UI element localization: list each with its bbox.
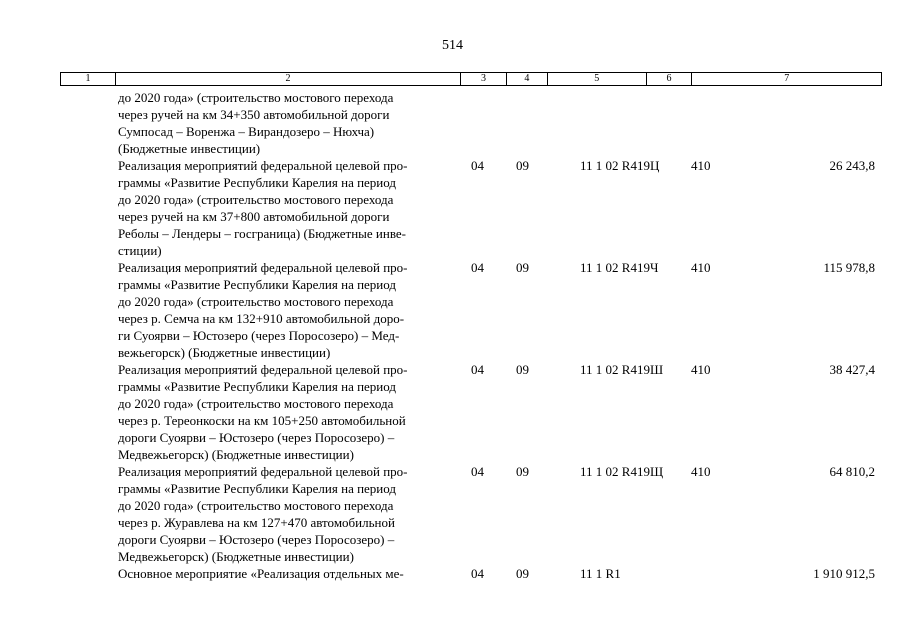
row-description — [118, 361, 461, 463]
description-line: вежьегорск) (Бюджетные инвестиции) — [118, 345, 331, 360]
table-row — [0, 361, 905, 463]
description-line: через ручей на км 34+350 автомобильной дороги — [118, 107, 390, 122]
target-article-code: 11 1 02 R419Ш — [580, 362, 664, 377]
description-line: Реализация мероприятий федеральной целевой про- — [118, 464, 408, 479]
header-col-3: 3 — [461, 73, 507, 85]
header-col-2: 2 — [116, 73, 461, 85]
table-body — [0, 89, 905, 582]
amount: 115 978,8 — [823, 260, 875, 275]
target-article-code: 11 1 02 R419Щ — [580, 464, 664, 479]
description-line: до 2020 года» (строительство мостового перехода — [118, 192, 394, 207]
description-line: Основное мероприятие «Реализация отдельных ме- — [118, 566, 404, 581]
row-description — [118, 463, 461, 565]
description-line: до 2020 года» (строительство мостового перехода — [118, 396, 394, 411]
amount: 64 810,2 — [829, 464, 875, 479]
row-description — [118, 89, 461, 157]
table-row — [0, 565, 905, 582]
description-line: ги Суоярви – Юстозеро (через Поросозеро) – Мед- — [118, 328, 400, 343]
description-line: через ручей на км 37+800 автомобильной дороги — [118, 209, 390, 224]
header-col-6: 6 — [647, 73, 693, 85]
target-article-code: 11 1 02 R419Ц — [580, 158, 660, 173]
description-line: граммы «Развитие Республики Карелия на период — [118, 175, 397, 190]
section-code: 04 — [471, 566, 484, 581]
subsection-code: 09 — [516, 464, 529, 479]
description-line: Реализация мероприятий федеральной целевой про- — [118, 158, 408, 173]
subsection-code: 09 — [516, 158, 529, 173]
amount: 26 243,8 — [829, 158, 875, 173]
header-col-5: 5 — [548, 73, 647, 85]
table-header — [60, 72, 882, 86]
subsection-code: 09 — [516, 260, 529, 275]
section-code: 04 — [471, 158, 484, 173]
description-line: через р. Семча на км 132+910 автомобильной доро- — [118, 311, 405, 326]
expense-type-code: 410 — [691, 158, 711, 173]
subsection-code: 09 — [516, 566, 529, 581]
description-line: до 2020 года» (строительство мостового перехода — [118, 90, 394, 105]
row-description — [118, 259, 461, 361]
description-line: (Бюджетные инвестиции) — [118, 141, 261, 156]
section-code: 04 — [471, 464, 484, 479]
description-line: Медвежьегорск) (Бюджетные инвестиции) — [118, 447, 354, 462]
description-line: дороги Суоярви – Юстозеро (через Поросозеро) – — [118, 532, 395, 547]
table-row — [0, 157, 905, 259]
description-line: до 2020 года» (строительство мостового перехода — [118, 294, 394, 309]
description-line: Реболы – Лендеры – госграница) (Бюджетные инве- — [118, 226, 406, 241]
description-line: граммы «Развитие Республики Карелия на период — [118, 481, 397, 496]
description-line: стиции) — [118, 243, 162, 258]
description-line: дороги Суоярви – Юстозеро (через Поросозеро) – — [118, 430, 395, 445]
description-line: граммы «Развитие Республики Карелия на период — [118, 379, 397, 394]
section-code: 04 — [471, 260, 484, 275]
table-row — [0, 463, 905, 565]
table-row — [0, 89, 905, 157]
description-line: Реализация мероприятий федеральной целевой про- — [118, 260, 408, 275]
target-article-code: 11 1 R1 — [580, 566, 621, 581]
expense-type-code: 410 — [691, 362, 711, 377]
header-col-4: 4 — [507, 73, 548, 85]
expense-type-code: 410 — [691, 464, 711, 479]
description-line: Медвежьегорск) (Бюджетные инвестиции) — [118, 549, 354, 564]
expense-type-code: 410 — [691, 260, 711, 275]
section-code: 04 — [471, 362, 484, 377]
row-description — [118, 565, 461, 582]
header-col-1: 1 — [61, 73, 116, 85]
page-number: 514 — [442, 38, 463, 53]
description-line: через р. Журавлева на км 127+470 автомобильной — [118, 515, 395, 530]
description-line: до 2020 года» (строительство мостового перехода — [118, 498, 394, 513]
target-article-code: 11 1 02 R419Ч — [580, 260, 659, 275]
description-line: через р. Тереонкоски на км 105+250 автомобильной — [118, 413, 406, 428]
table-row — [0, 259, 905, 361]
header-col-7: 7 — [784, 73, 790, 84]
subsection-code: 09 — [516, 362, 529, 377]
description-line: Сумпосад – Воренжа – Вирандозеро – Нюхча) — [118, 124, 375, 139]
description-line: граммы «Развитие Республики Карелия на период — [118, 277, 397, 292]
amount: 1 910 912,5 — [813, 566, 875, 581]
description-line: Реализация мероприятий федеральной целевой про- — [118, 362, 408, 377]
row-description — [118, 157, 461, 259]
amount: 38 427,4 — [829, 362, 875, 377]
